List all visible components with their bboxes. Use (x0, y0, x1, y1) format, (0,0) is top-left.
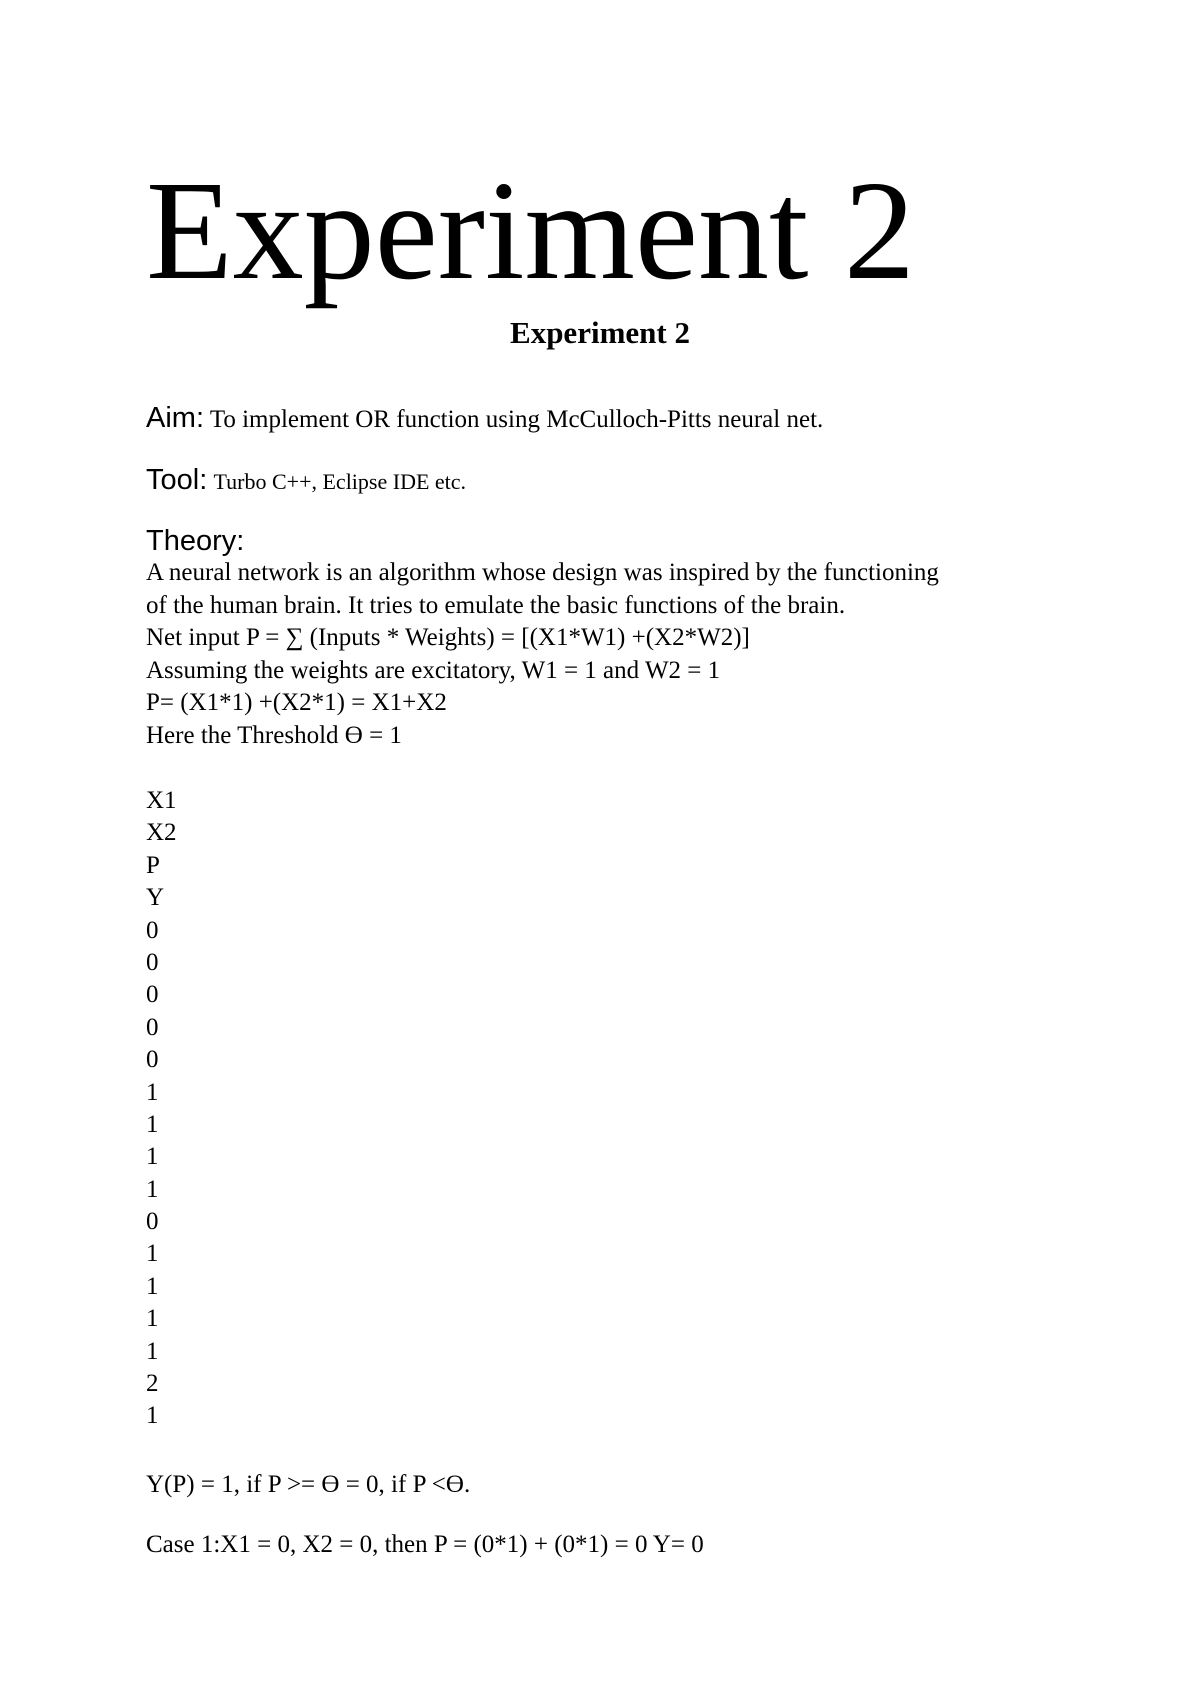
table-cell: 0 (146, 916, 159, 944)
table-cell: 2 (146, 1370, 159, 1398)
theory-line: Assuming the weights are excitatory, W1 = 1 and W2 = 1 (146, 656, 721, 684)
theory-label: Theory: (146, 525, 245, 557)
table-cell: 0 (146, 948, 159, 976)
table-cell: 1 (146, 1240, 159, 1268)
theory-line: A neural network is an algorithm whose design was inspired by the functioning (146, 559, 939, 586)
table-cell: 1 (146, 1337, 159, 1365)
case-1-text: Case 1:X1 = 0, X2 = 0, then P = (0*1) + (0*1) = 0 Y= 0 (146, 1531, 704, 1558)
tool-label: Tool: (146, 464, 208, 496)
table-cell: 0 (146, 981, 159, 1009)
theory-line: Here the Threshold ϴ = 1 (146, 721, 402, 749)
theory-line: P= (X1*1) +(X2*1) = X1+X2 (146, 689, 447, 717)
table-cell: P (146, 851, 160, 879)
table-cell: 1 (146, 1078, 159, 1106)
document-subheading: Experiment 2 (510, 315, 690, 350)
document-heading: Experiment 2 (146, 151, 915, 309)
table-cell: 1 (146, 1402, 159, 1430)
table-cell: 1 (146, 1272, 159, 1300)
table-cell: X1 (146, 787, 177, 814)
table-cell: 0 (146, 1013, 159, 1041)
tool-line (146, 464, 466, 498)
theory-heading-line (146, 525, 244, 559)
table-cell: 1 (146, 1110, 159, 1138)
table-cell: Y (146, 884, 165, 912)
theory-line: of the human brain. It tries to emulate the basic functions of the brain. (146, 591, 846, 619)
table-cell: 1 (146, 1175, 159, 1203)
theory-line: Net input P = ∑ (Inputs * Weights) = [(X1*W1) +(X2*W2)] (146, 624, 750, 652)
tool-text: Turbo C++, Eclipse IDE etc. (213, 469, 467, 494)
aim-line (146, 402, 823, 436)
truth-table-cells (146, 785, 177, 1433)
aim-label: Aim: (146, 402, 204, 434)
theory-body (146, 557, 939, 753)
aim-text: To implement OR function using McCulloch-Pitts neural net. (209, 406, 824, 433)
table-cell: 0 (146, 1046, 159, 1074)
table-cell: 1 (146, 1143, 159, 1171)
table-cell: X2 (146, 819, 177, 847)
table-cell: 0 (146, 1208, 159, 1236)
table-cell: 1 (146, 1305, 159, 1333)
activation-rule: Y(P) = 1, if P >= ϴ = 0, if P <ϴ. (146, 1471, 471, 1498)
